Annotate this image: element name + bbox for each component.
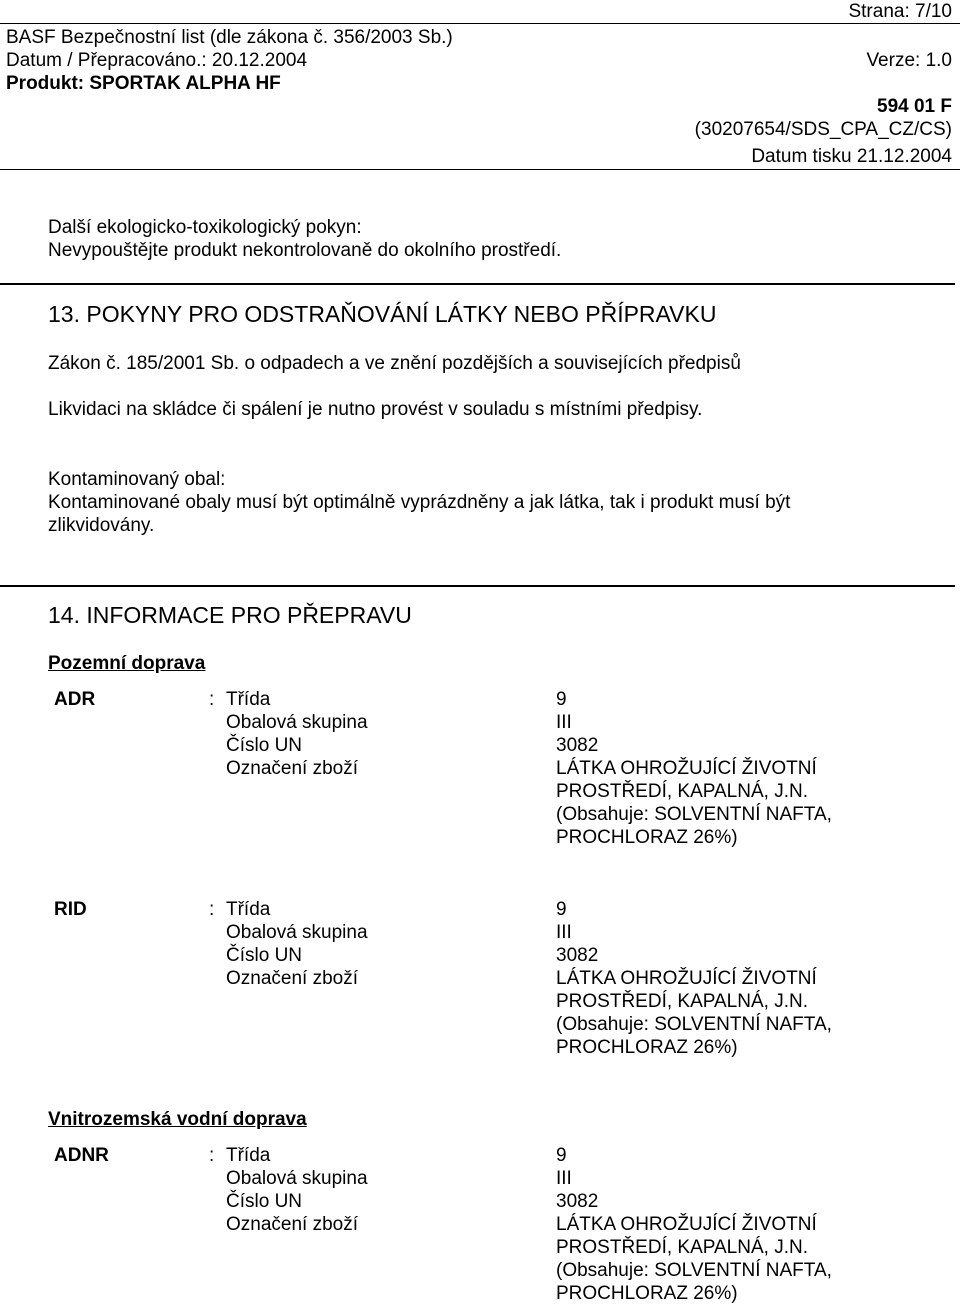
header-rule-bottom bbox=[0, 169, 960, 170]
class-value: 9 bbox=[556, 899, 567, 920]
un-number-label: Číslo UN bbox=[226, 1191, 303, 1212]
transport-code: ADR bbox=[54, 689, 96, 710]
section-14-rule bbox=[0, 585, 955, 587]
revision-date: Datum / Přepracováno.: 20.12.2004 bbox=[6, 50, 308, 71]
un-number-value: 3082 bbox=[556, 1191, 599, 1212]
eco-text: Nevypouštějte produkt nekontrolovaně do okolního prostředí. bbox=[48, 240, 562, 261]
goods-line: LÁTKA OHROŽUJÍCÍ ŽIVOTNÍ bbox=[556, 758, 817, 779]
transport-entry-adnr bbox=[0, 1144, 960, 1306]
colon: : bbox=[209, 899, 215, 920]
un-number-label: Číslo UN bbox=[226, 945, 303, 966]
goods-line: LÁTKA OHROŽUJÍCÍ ŽIVOTNÍ bbox=[556, 1214, 817, 1235]
goods-line: (Obsahuje: SOLVENTNÍ NAFTA, bbox=[556, 804, 832, 825]
document-reference: (30207654/SDS_CPA_CZ/CS) bbox=[694, 119, 952, 140]
goods-line: (Obsahuje: SOLVENTNÍ NAFTA, bbox=[556, 1014, 832, 1035]
transport-code: ADNR bbox=[54, 1145, 109, 1166]
packing-group-value: III bbox=[556, 1168, 572, 1189]
un-number-value: 3082 bbox=[556, 945, 599, 966]
goods-line: PROSTŘEDÍ, KAPALNÁ, J.N. bbox=[556, 991, 808, 1012]
header-rule-top bbox=[0, 23, 960, 24]
class-label: Třída bbox=[226, 689, 271, 710]
section-14-title: 14. INFORMACE PRO PŘEPRAVU bbox=[48, 602, 412, 628]
class-value: 9 bbox=[556, 689, 567, 710]
class-label: Třída bbox=[226, 899, 271, 920]
goods-line: PROCHLORAZ 26%) bbox=[556, 1283, 738, 1304]
land-transport-heading: Pozemní doprava bbox=[48, 653, 206, 674]
goods-label: Označení zboží bbox=[226, 1214, 359, 1235]
packing-group-label: Obalová skupina bbox=[226, 1168, 368, 1189]
goods-label: Označení zboží bbox=[226, 968, 359, 989]
version: Verze: 1.0 bbox=[866, 50, 952, 71]
packaging-text-line-2: zlikvidovány. bbox=[48, 515, 155, 536]
class-label: Třída bbox=[226, 1145, 271, 1166]
page-number: Strana: 7/10 bbox=[848, 1, 952, 22]
goods-line: PROCHLORAZ 26%) bbox=[556, 827, 738, 848]
packing-group-value: III bbox=[556, 922, 572, 943]
colon: : bbox=[209, 1145, 215, 1166]
un-number-value: 3082 bbox=[556, 735, 599, 756]
goods-line: PROSTŘEDÍ, KAPALNÁ, J.N. bbox=[556, 781, 808, 802]
document-title: BASF Bezpečnostní list (dle zákona č. 356/2003 Sb.) bbox=[6, 27, 453, 48]
goods-line: (Obsahuje: SOLVENTNÍ NAFTA, bbox=[556, 1260, 832, 1281]
product-code: 594 01 F bbox=[877, 96, 952, 117]
packaging-label: Kontaminovaný obal: bbox=[48, 469, 226, 490]
waste-law: Zákon č. 185/2001 Sb. o odpadech a ve znění pozdějších a souvisejících předpisů bbox=[48, 353, 741, 374]
packing-group-value: III bbox=[556, 712, 572, 733]
goods-label: Označení zboží bbox=[226, 758, 359, 779]
section-13-title: 13. POKYNY PRO ODSTRAŇOVÁNÍ LÁTKY NEBO PŘÍPRAVKU bbox=[48, 301, 717, 327]
packing-group-label: Obalová skupina bbox=[226, 922, 368, 943]
inland-waterway-heading: Vnitrozemská vodní doprava bbox=[48, 1109, 307, 1130]
class-value: 9 bbox=[556, 1145, 567, 1166]
section-13-rule bbox=[0, 283, 955, 285]
colon: : bbox=[209, 689, 215, 710]
packing-group-label: Obalová skupina bbox=[226, 712, 368, 733]
transport-entry-adr bbox=[0, 688, 960, 858]
un-number-label: Číslo UN bbox=[226, 735, 303, 756]
transport-entry-rid bbox=[0, 898, 960, 1068]
packaging-text-line-1: Kontaminované obaly musí být optimálně vyprázdněny a jak látka, tak i produkt musí být bbox=[48, 492, 791, 513]
transport-code: RID bbox=[54, 899, 87, 920]
disposal-text: Likvidaci na skládce či spálení je nutno provést v souladu s místními předpisy. bbox=[48, 399, 703, 420]
print-date: Datum tisku 21.12.2004 bbox=[751, 146, 952, 167]
goods-line: PROSTŘEDÍ, KAPALNÁ, J.N. bbox=[556, 1237, 808, 1258]
goods-line: PROCHLORAZ 26%) bbox=[556, 1037, 738, 1058]
eco-label: Další ekologicko-toxikologický pokyn: bbox=[48, 217, 362, 238]
product-name: Produkt: SPORTAK ALPHA HF bbox=[6, 73, 281, 94]
goods-line: LÁTKA OHROŽUJÍCÍ ŽIVOTNÍ bbox=[556, 968, 817, 989]
